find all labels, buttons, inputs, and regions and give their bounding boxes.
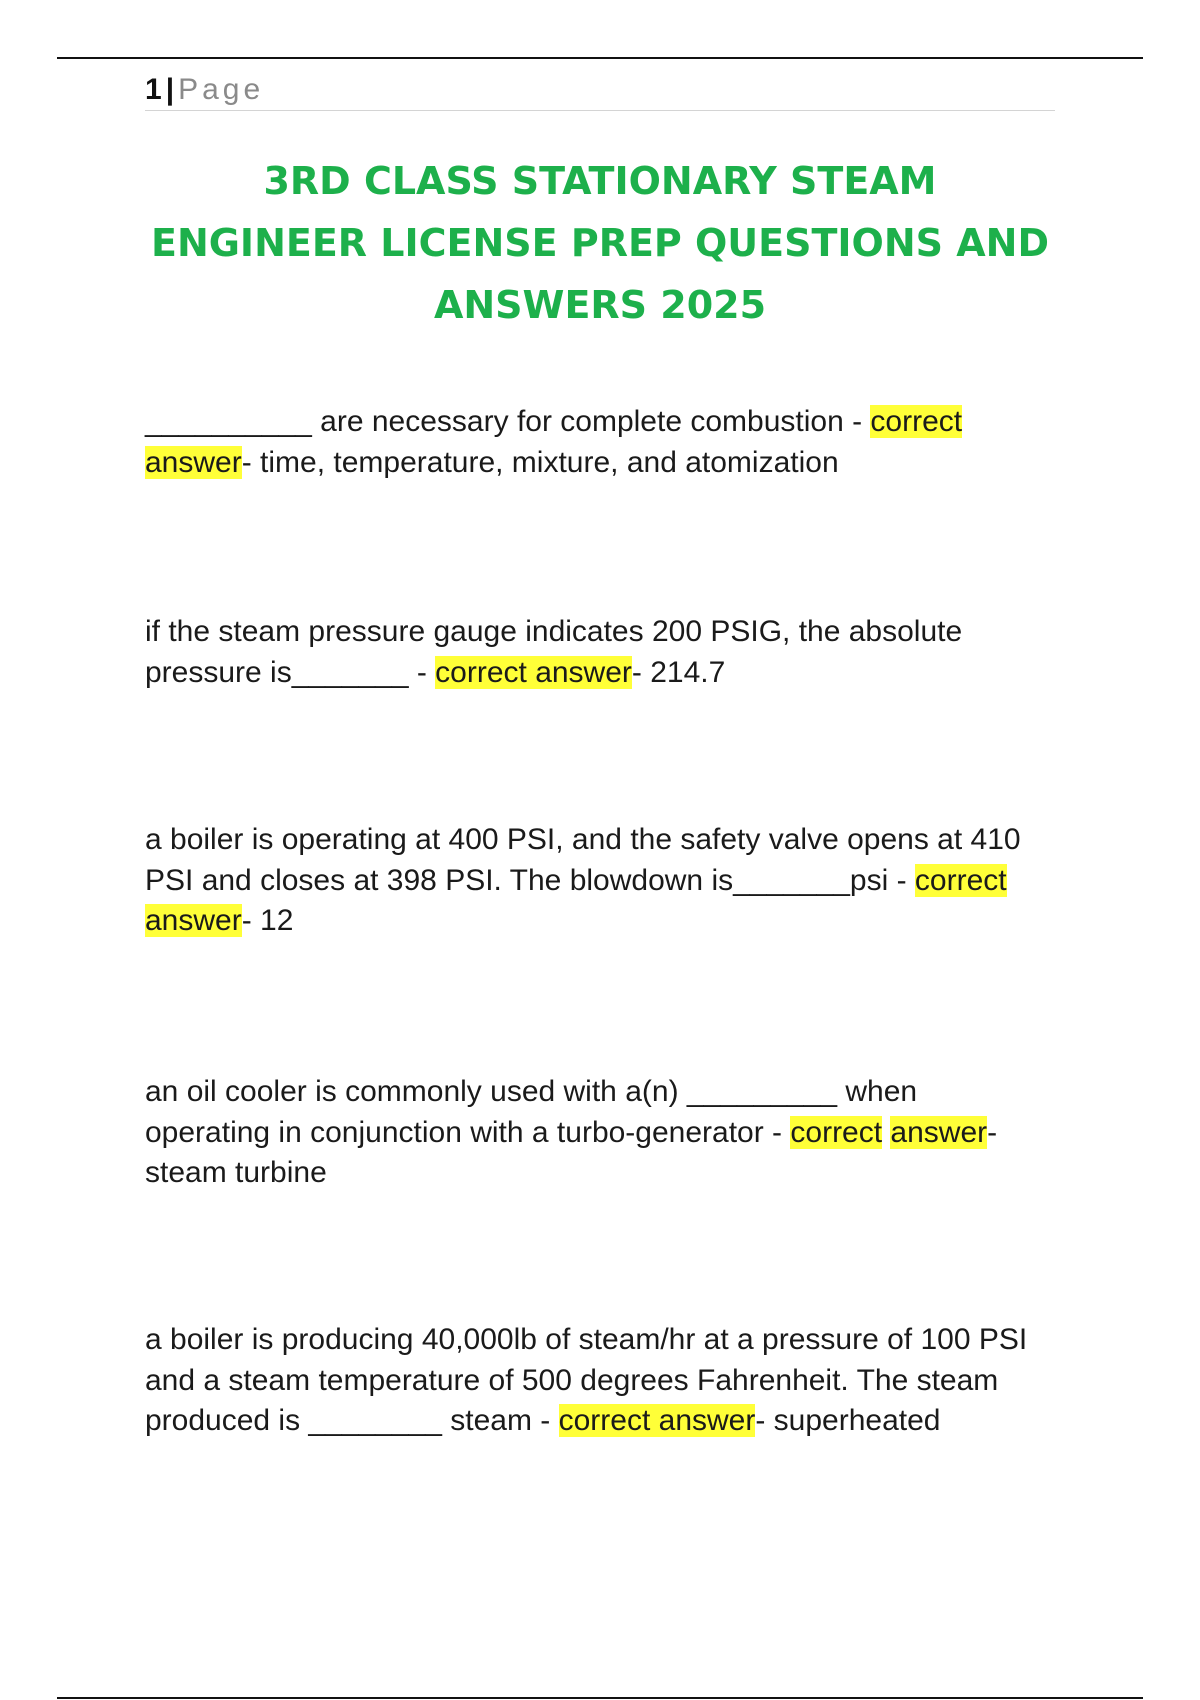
- answer-label-highlight: correct answer: [145, 863, 1007, 937]
- answer-text: - 12: [241, 904, 294, 937]
- document-title: 3RD CLASS STATIONARY STEAM ENGINEER LICENSE PREP QUESTIONS AND ANSWERS 2025: [150, 159, 1049, 327]
- page-number: 1: [145, 73, 162, 106]
- page-header: [145, 72, 1055, 111]
- answer-label-highlight: answer: [145, 445, 242, 479]
- qa-item-3: [145, 820, 1045, 942]
- bottom-rule: [57, 1697, 1143, 1699]
- page-separator: |: [165, 73, 175, 106]
- answer-label-highlight: answer: [890, 1115, 988, 1149]
- qa-item-4: [145, 1072, 1045, 1194]
- answer-text: - steam turbine: [145, 1115, 998, 1189]
- answer-text: - 214.7: [631, 655, 726, 689]
- top-rule: [57, 57, 1143, 59]
- question-text: a boiler is producing 40,000lb of steam/hr at a pressure of 100 PSI and a steam temperature of 500 degrees Fahrenheit. The steam produced is ________ steam -: [145, 1323, 1028, 1437]
- answer-text: - superheated: [755, 1404, 941, 1437]
- question-text: a boiler is operating at 400 PSI, and the safety valve opens at 410 PSI and closes at 398 PSI. The blowdown is_______psi -: [145, 823, 1021, 897]
- answer-label-highlight: correct: [870, 405, 963, 438]
- qa-item-1: [145, 402, 1045, 483]
- qa-item-2: [145, 612, 1045, 693]
- question-text: an oil cooler is commonly used with a(n) _________ when operating in conjunction with a turbo-generator -: [145, 1075, 918, 1149]
- qa-item-5: [145, 1320, 1045, 1442]
- answer-label-highlight: correct answer: [558, 1404, 756, 1437]
- page-word: Page: [178, 73, 265, 106]
- question-text: if the steam pressure gauge indicates 200 PSIG, the absolute pressure is_______ -: [145, 615, 963, 689]
- answer-label-highlight: correct: [790, 1115, 883, 1149]
- answer-label-highlight: correct answer: [435, 655, 632, 689]
- answer-text: - time, temperature, mixture, and atomization: [241, 445, 839, 479]
- question-text: __________ are necessary for complete combustion -: [145, 405, 871, 438]
